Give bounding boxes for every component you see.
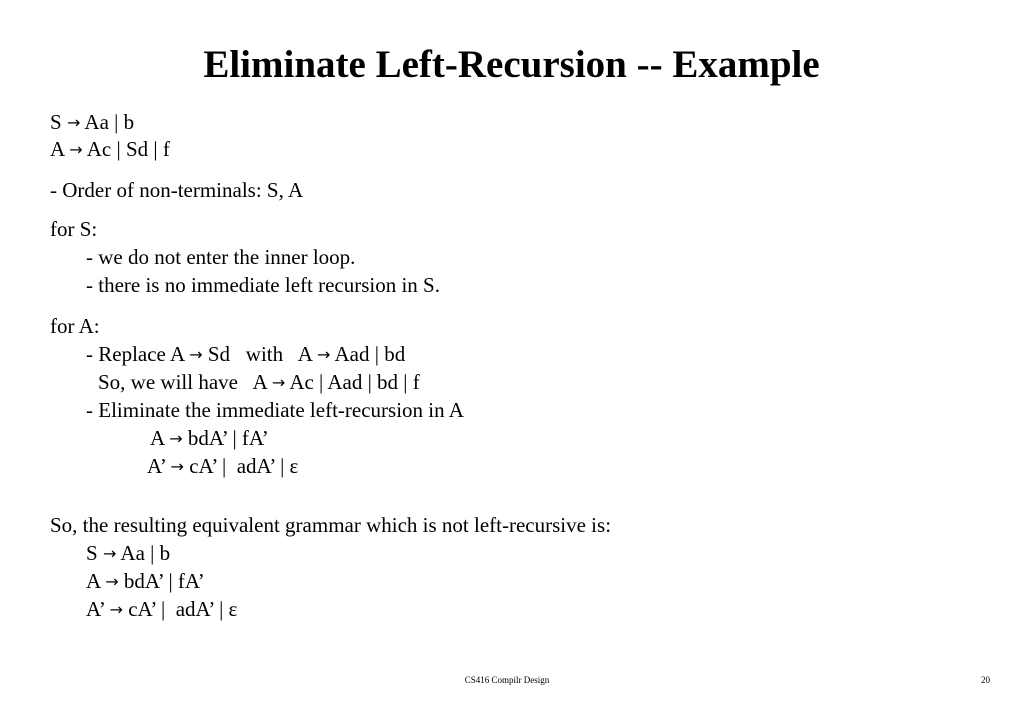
for-s-bullet: - there is no immediate left recursion in S.: [86, 273, 440, 297]
rule-rhs: cA’ | adA’ | ε: [122, 597, 238, 621]
right-arrow-icon: →: [189, 345, 203, 364]
right-arrow-icon: →: [169, 429, 183, 448]
replace-text: Sd with A: [202, 342, 317, 366]
rule-rhs: bdA’ | fA’: [182, 426, 269, 450]
right-arrow-icon: →: [102, 544, 117, 563]
right-arrow-icon: →: [170, 457, 184, 476]
final-rule-a-prime: [86, 596, 237, 624]
footer-course-name: CS416 Compilr Design: [464, 675, 550, 685]
rule-lhs: A: [86, 569, 106, 593]
rule-rhs: bdA’ | fA’: [118, 569, 205, 593]
result-rule-a-prime: [147, 453, 298, 481]
rule-lhs: A’: [147, 454, 171, 478]
grammar-rule-a: [50, 136, 170, 164]
conclusion-heading: So, the resulting equivalent grammar which is not left-recursive is:: [50, 513, 612, 537]
final-rule-a: [86, 568, 205, 596]
rule-lhs: S: [50, 110, 67, 134]
right-arrow-icon: →: [271, 373, 286, 392]
will-have-text: Ac | Aad | bd | f: [285, 370, 420, 394]
rule-lhs: A: [150, 426, 170, 450]
right-arrow-icon: →: [105, 572, 119, 591]
will-have-step: [98, 369, 420, 397]
grammar-rule-s: [50, 109, 134, 137]
rule-lhs: A’: [86, 597, 110, 621]
rule-rhs: Aa | b: [80, 110, 135, 134]
right-arrow-icon: →: [109, 600, 123, 619]
final-rule-s: [86, 540, 170, 568]
footer-page-number: 20: [981, 675, 990, 685]
rule-rhs: cA’ | adA’ | ε: [183, 454, 299, 478]
replace-text: - Replace A: [86, 342, 190, 366]
right-arrow-icon: →: [317, 345, 331, 364]
replace-text: Aad | bd: [330, 342, 406, 366]
rule-rhs: Ac | Sd | f: [82, 137, 170, 161]
result-rule-a: [150, 425, 269, 453]
right-arrow-icon: →: [69, 140, 83, 159]
order-note: - Order of non-terminals: S, A: [50, 178, 304, 202]
slide-title: Eliminate Left-Recursion -- Example: [203, 43, 820, 86]
rule-lhs: S: [86, 541, 103, 565]
will-have-text: So, we will have A: [98, 370, 272, 394]
for-s-bullet: - we do not enter the inner loop.: [86, 245, 356, 269]
replace-step: [86, 341, 405, 369]
right-arrow-icon: →: [66, 113, 81, 132]
rule-rhs: Aa | b: [116, 541, 171, 565]
for-a-heading: for A:: [50, 314, 100, 338]
for-s-heading: for S:: [50, 217, 98, 241]
eliminate-step: - Eliminate the immediate left-recursion in A: [86, 398, 464, 422]
rule-lhs: A: [50, 137, 70, 161]
